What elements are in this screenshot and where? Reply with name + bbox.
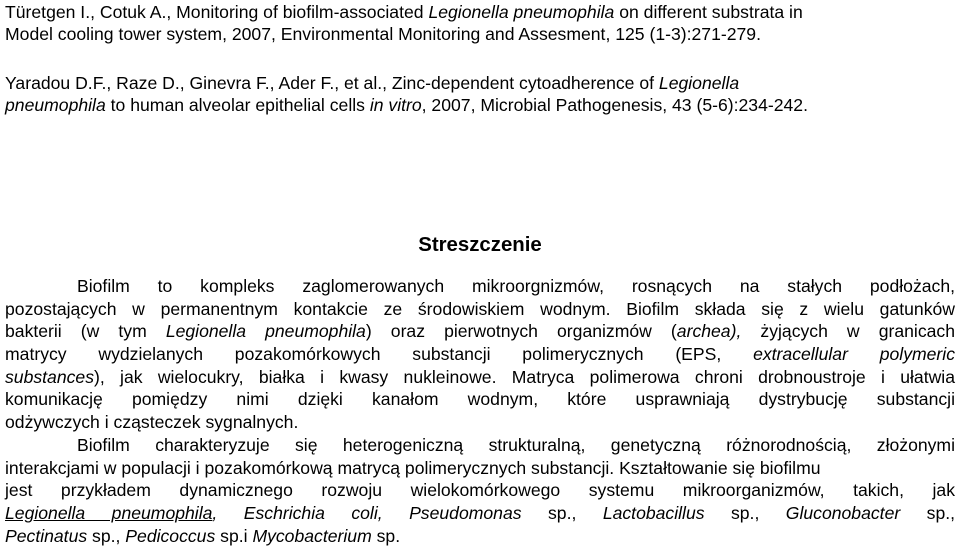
text-segment: , — [212, 502, 244, 523]
text-segment: sp.i — [215, 525, 253, 546]
text-segment: Mycobacterium — [252, 525, 372, 546]
text-segment: Biofilm to kompleks zaglomerowanych mikroorgnizmów, rosnących na stałych podłożach, — [77, 276, 955, 296]
text-segment: substances — [5, 366, 94, 387]
text-segment: Model cooling tower system, 2007, Environmental Monitoring and Assesment, 125 (1-3):271-279. — [5, 24, 761, 44]
reference-line — [5, 23, 955, 45]
abstract-body — [5, 275, 955, 547]
abstract-line — [5, 298, 955, 321]
abstract-line — [5, 366, 955, 389]
text-segment: bakterii (w tym — [5, 321, 166, 342]
text-segment: sp., — [521, 502, 603, 523]
text-segment: sp. — [371, 525, 401, 546]
text-segment: ) oraz pierwotnych organizmów ( — [365, 321, 677, 342]
text-segment: archea), — [676, 321, 761, 342]
text-segment: sp., — [87, 525, 126, 546]
abstract-line — [5, 525, 955, 548]
text-segment: Yaradou D.F., Raze D., Ginevra F., Ader F., et al., Zinc-dependent cytoadherence of — [5, 73, 659, 93]
text-segment: pozostających w permanentnym kontakcie ze środowiskiem wodnym. Biofilm składa się z wielu gatunków — [5, 298, 955, 319]
text-segment: sp., — [900, 502, 956, 523]
abstract-line — [5, 479, 955, 502]
abstract-line — [5, 411, 955, 434]
text-segment: sp., — [704, 502, 786, 523]
text-segment: interakcjami w populacji i pozakomórkową matrycą polimerycznych substancji. Kształtowanie się biofilmu — [5, 457, 821, 478]
abstract-line — [5, 320, 955, 343]
text-segment: Pedicoccus — [125, 525, 216, 546]
text-segment: Legionella pneumophila — [5, 502, 213, 523]
reference-line — [5, 94, 955, 116]
abstract-line — [5, 388, 955, 411]
text-segment: , 2007, Microbial Pathogenesis, 43 (5-6):234-242. — [421, 95, 808, 115]
abstract-line — [5, 275, 955, 298]
text-segment: extracellular polymeric — [753, 344, 955, 365]
text-segment: Legionella pneumophila — [428, 2, 615, 22]
reference-line — [5, 72, 955, 94]
text-segment: Eschrichia coli, Pseudomonas — [243, 502, 522, 523]
text-segment: odżywczych i cząsteczek sygnalnych. — [5, 412, 299, 433]
abstract-line — [5, 457, 955, 480]
text-segment: in vitro — [369, 95, 422, 115]
reference-1 — [5, 1, 955, 45]
text-segment: ), jak wielocukry, białka i kwasy nukleinowe. Matryca polimerowa chroni drobnoustroje i ułatwia — [94, 366, 955, 387]
text-segment: Türetgen I., Cotuk A., Monitoring of biofilm-associated — [5, 2, 429, 22]
text-segment: matrycy wydzielanych pozakomórkowych substancji polimerycznych (EPS, — [5, 344, 754, 365]
text-segment: Pectinatus — [5, 525, 88, 546]
text-segment: pneumophila — [5, 95, 106, 115]
text-segment: Gluconobacter — [785, 502, 901, 523]
abstract-line — [5, 434, 955, 457]
abstract-title: Streszczenie — [418, 234, 542, 256]
text-segment: Biofilm charakteryzuje się heterogeniczną strukturalną, genetyczną różnorodnością, złożonymi — [77, 434, 955, 455]
text-segment: Lactobacillus — [602, 502, 705, 523]
text-segment: żyjących w granicach — [760, 321, 955, 342]
text-segment: komunikację pomiędzy nimi dzięki kanałom wodnym, które usprawniają dystrybucję substancji — [5, 389, 955, 410]
text-segment: to human alveolar epithelial cells — [105, 95, 370, 115]
text-segment: Legionella pneumophila — [165, 321, 366, 342]
abstract-line — [5, 343, 955, 366]
text-segment: on different substrata in — [614, 2, 803, 22]
abstract-line — [5, 502, 955, 525]
text-segment: jest przykładem dynamicznego rozwoju wielokomórkowego systemu mikroorganizmów, takich, jak — [5, 480, 955, 501]
text-segment: Legionella — [658, 73, 740, 93]
reference-line — [5, 1, 955, 23]
reference-2 — [5, 72, 955, 116]
